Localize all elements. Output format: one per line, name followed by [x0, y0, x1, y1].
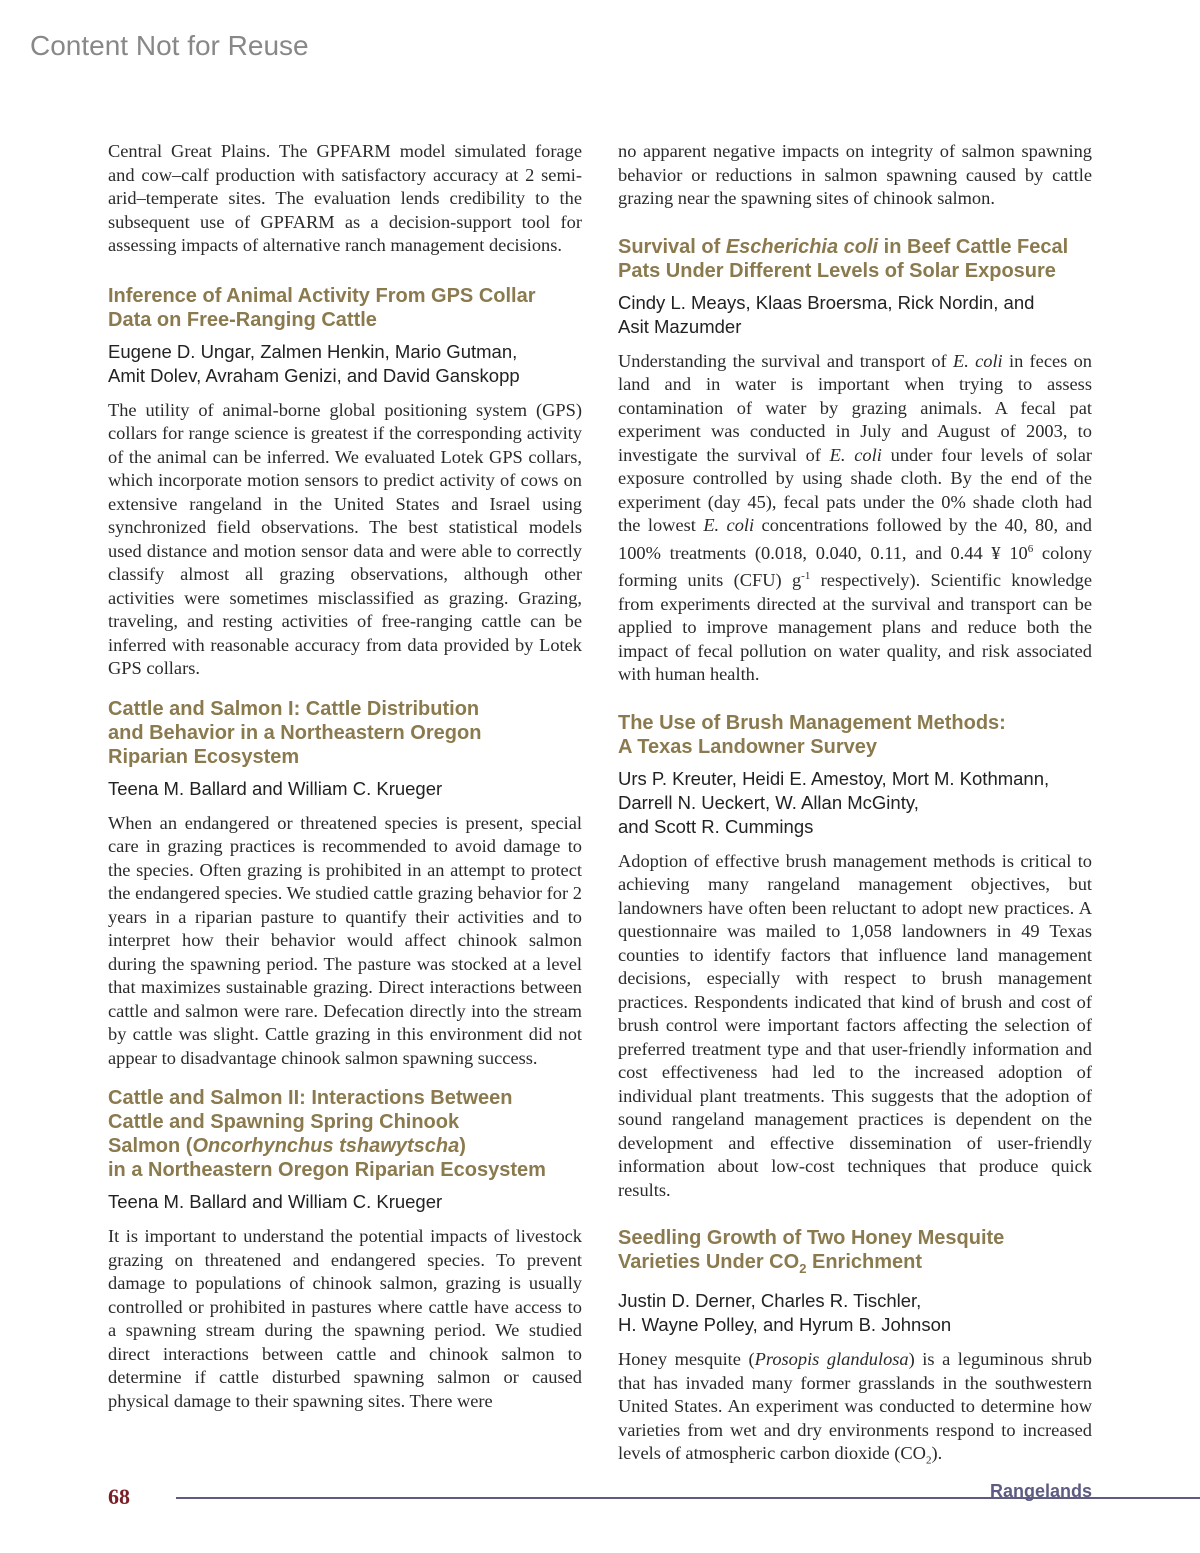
article-title-salmon-2: [108, 1086, 582, 1182]
watermark: Content Not for Reuse: [30, 30, 309, 61]
article-authors-salmon-2: Teena M. Ballard and William C. Krueger: [108, 1191, 443, 1212]
left-column: [108, 140, 582, 1413]
title-line: The Use of Brush Management Methods:: [618, 711, 1006, 734]
page-number: 68: [108, 1484, 130, 1509]
intro-paragraph: Central Great Plains. The GPFARM model simulated forage and cow–calf production with satisfactory accuracy at 2 semi-arid–temperate sites. The evaluation lends credibility to the subsequent use of GPFARM as a decision-support tool for assessing impacts of alternative ranch management decisions.: [108, 141, 582, 255]
title-line: in a Northeastern Oregon Riparian Ecosystem: [108, 1159, 546, 1181]
article-body-salmon-1: When an endangered or threatened species is present, special care in grazing practices is recommended to avoid damage to the species. Often grazing is prohibited in an attempt to protect the endangered species. We studied cattle grazing behavior for 2 years in a riparian pasture to quantify their activities and to interpret how their behavior would affect chinook salmon during the spawning period. The pasture was stocked at a level that maximizes sustainable grazing. Direct interactions between cattle and salmon were rare. Defecation directly into the stream by cattle was slight. Cattle grazing in this environment did not appear to disadvantage chinook salmon spawning success.: [108, 812, 582, 1068]
title-line: Salmon (Oncorhynchus tshawytscha): [108, 1135, 466, 1157]
journal-name: Rangelands: [990, 1481, 1093, 1501]
continued-paragraph: no apparent negative impacts on integrity of salmon spawning behavior or reductions in salmon spawning caused by cattle grazing near the spawning sites of chinook salmon.: [618, 141, 1092, 208]
title-line: Cattle and Salmon I: Cattle Distribution: [108, 697, 480, 720]
title-line: Varieties Under $CO_2$ Enrichment: [618, 1251, 922, 1277]
authors-line: and Scott R. Cummings: [618, 815, 814, 837]
right-column: [618, 140, 1092, 1473]
article-title-mesquite: [618, 1226, 1092, 1281]
article-title-brush: [618, 711, 1092, 759]
title-line: Seedling Growth of Two Honey Mesquite: [618, 1227, 1005, 1250]
authors-line: Darrell N. Ueckert, W. Allan McGinty,: [618, 791, 919, 813]
article-authors-ecoli: [618, 291, 1092, 339]
article-title-salmon-1: [108, 697, 582, 769]
article-authors-mesquite: [618, 1289, 1092, 1337]
article-title-gps: Inference of Animal Activity From GPS Collar Data on Free-Ranging Cattle: [108, 284, 536, 331]
title-line: Cattle and Salmon II: Interactions Between: [108, 1087, 513, 1109]
article-body-ecoli: Understanding the survival and transport of E. coli in feces on land and in water is important when trying to assess contamination of water by grazing animals. A fecal pat experiment was conducted in July and August of 2003, to investigate the survival of E. coli under four levels of solar exposure controlled by using shade cloth. By the end of the experiment (day 45), fecal pats under the 0% shade cloth had the lowest E. coli concentrations followed by the 40, 80, and 100% treatments (0.018, 0.040, 0.11, and 0.44 ¥ $10^6$ colony forming units (CFU) $g^{-1}$ respectively). Scientific knowledge from experiments directed at the survival and transport can be applied to improve management plans and reduce both the impact of fecal pollution on water quality, and risk associated with human health.: [618, 350, 1093, 685]
title-line: Cattle and Spawning Spring Chinook: [108, 1111, 460, 1133]
article-body-salmon-2: It is important to understand the potential impacts of livestock grazing on threatened and endangered species. To prevent damage to populations of chinook salmon, grazing is usually controlled or prohibited in pastures where cattle have access to a spawning stream during the spawning period. We studied direct interactions between cattle and chinook salmon to determine if cattle disturbed spawning salmon or caused physical damage to their spawning sites. There were: [108, 1226, 582, 1411]
title-line: Riparian Ecosystem: [108, 745, 300, 768]
article-body-gps: The utility of animal-borne global positioning system (GPS) collars for range science is greatest if the corresponding activity of the animal can be inferred. We evaluated Lotek GPS collars, which incorporate motion sensors to predict activity of cows on extensive rangeland in the United States and Israel using synchronized field observations. The best statistical models used distance and motion sensor data and were able to correctly classify almost all grazing observations, although other activities were sometimes misclassified as grazing. Grazing, traveling, and resting activities of free-ranging cattle can be inferred with reasonable accuracy from data provided by Lotek GPS collars.: [108, 399, 582, 678]
authors-line: Justin D. Derner, Charles R. Tischler,: [618, 1290, 922, 1312]
authors-line: Cindy L. Meays, Klaas Broersma, Rick Nordin, and: [618, 291, 1035, 313]
authors-line: H. Wayne Polley, and Hyrum B. Johnson: [618, 1314, 952, 1336]
article-body-brush: Adoption of effective brush management methods is critical to achieving many rangeland management objectives, but landowners have often been reluctant to adopt new practices. A questionnaire was mailed to 1,058 landowners in 49 Texas counties to identify factors that influence land management decisions, especially with respect to brush management practices. Respondents indicated that kind of brush and cost of brush control were important factors affecting the selection of preferred treatment type and that user-friendly information and cost effectiveness had led to the increased adoption of individual plant treatments. This suggests that the adoption of sound rangeland management practices is dependent on the development and effective dissemination of user-friendly information about low-cost techniques that produce quick results.: [618, 850, 1092, 1200]
authors-line: Eugene D. Ungar, Zalmen Henkin, Mario Gutman,: [108, 340, 518, 362]
authors-line: Urs P. Kreuter, Heidi E. Amestoy, Mort M. Kothmann,: [618, 767, 1050, 789]
article-authors-brush: [618, 767, 1092, 839]
article-authors-gps: [108, 340, 582, 388]
article-body-mesquite: Honey mesquite (Prosopis glandulosa) is a leguminous shrub that has invaded many former grasslands in the southwestern United States. An experiment was conducted to determine how varieties from wet and dry environments respond to increased levels of atmospheric carbon dioxide $(CO_2)$.: [618, 1349, 1092, 1467]
authors-line: Asit Mazumder: [618, 315, 742, 337]
authors-line: Amit Dolev, Avraham Genizi, and David Ganskopp: [108, 364, 520, 386]
title-line: A Texas Landowner Survey: [618, 735, 877, 758]
article-authors-salmon-1: Teena M. Ballard and William C. Krueger: [108, 777, 443, 799]
title-line: and Behavior in a Northeastern Oregon: [108, 721, 482, 744]
article-title-ecoli: Survival of Escherichia coli in Beef Cattle Fecal Pats Under Different Levels of Solar Exposure: [618, 235, 1069, 282]
